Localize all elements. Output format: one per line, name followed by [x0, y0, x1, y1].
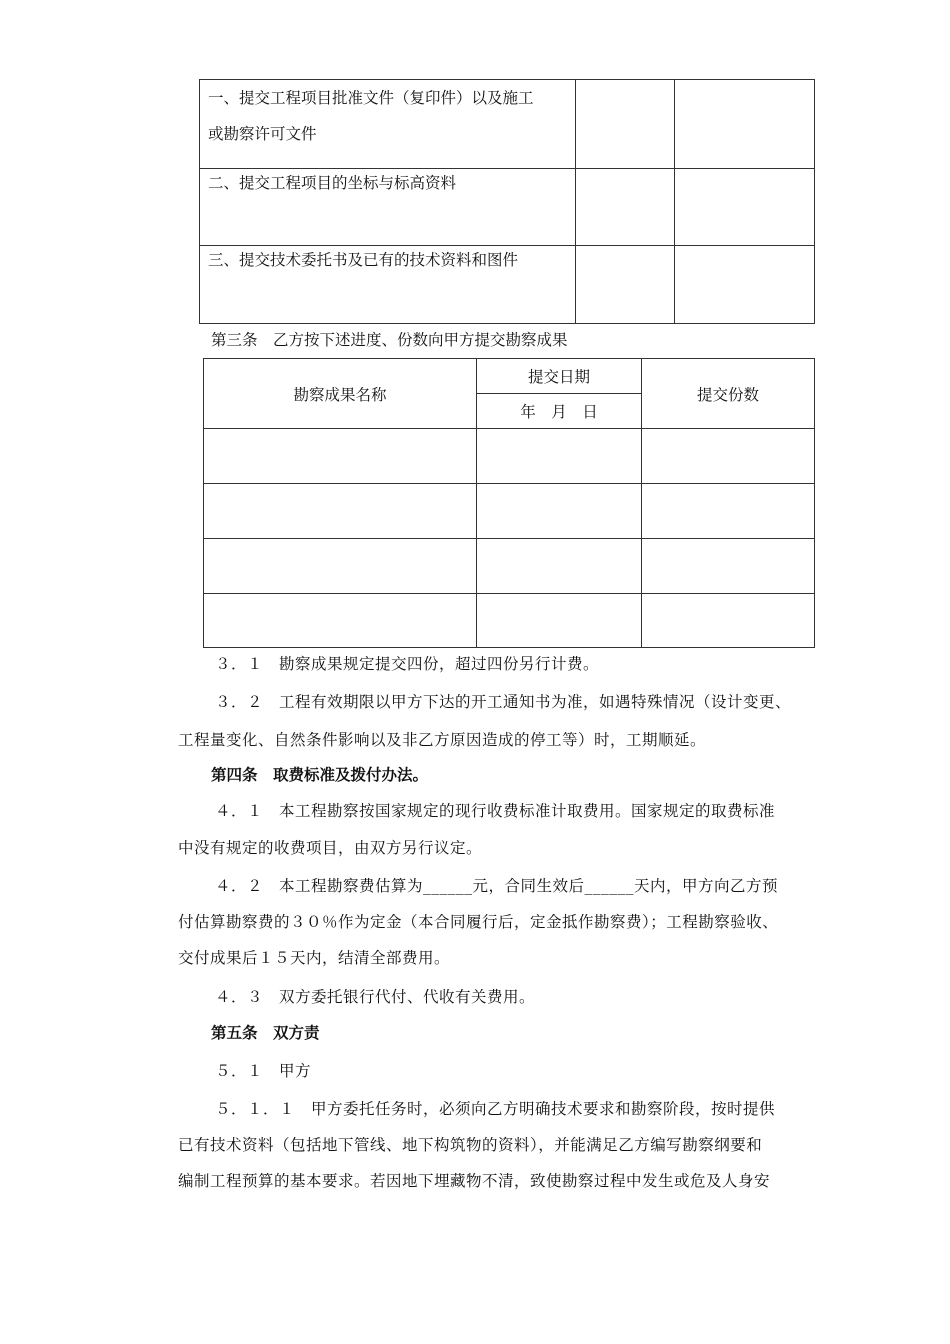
cell-text-line: 一、提交工程项目批准文件（复印件）以及施工: [208, 89, 534, 107]
col-header-date: [477, 359, 642, 394]
header-text: 年 月 日: [520, 403, 598, 421]
clause-5-1-1-line1: ５．１．１ 甲方委托任务时，必须向乙方明确技术要求和勘察阶段，按时提供: [215, 1100, 776, 1118]
clause-4-2-line1: ４．２ 本工程勘察费估算为______元，合同生效后______天内，甲方向乙方预: [215, 877, 779, 895]
header-text: 提交日期: [527, 368, 590, 386]
table-row: [200, 80, 815, 169]
clause-4-2-line2: 付估算勘察费的３０％作为定金（本合同履行后，定金抵作勘察费）；工程勘察验收、: [178, 913, 779, 931]
col-header-copies: [642, 359, 815, 429]
table-cell: [575, 246, 675, 324]
table-cell: [642, 429, 815, 484]
clause-4-2-line3: 交付成果后１５天内，结清全部费用。: [178, 949, 451, 967]
table-row: [204, 484, 815, 539]
table-cell: [642, 594, 815, 648]
table-row: [200, 246, 815, 324]
col-header-name: [204, 359, 477, 429]
table-cell: [675, 246, 815, 324]
table-cell: [204, 484, 477, 539]
table-row: [204, 539, 815, 594]
table-cell: [204, 539, 477, 594]
cell-text-line: 或勘察许可文件: [208, 125, 317, 143]
article4-heading: 第四条 取费标准及拨付办法。: [211, 765, 429, 784]
table-cell: [477, 539, 642, 594]
table-cell: [200, 80, 576, 169]
table-cell: [477, 594, 642, 648]
table-cell: [642, 539, 815, 594]
table-header-row: [204, 359, 815, 394]
table-row: [200, 169, 815, 246]
table-cell: [477, 429, 642, 484]
cell-text-line: 二、提交工程项目的坐标与标高资料: [208, 174, 457, 192]
deliverables-table: [203, 358, 815, 648]
table-cell: [477, 484, 642, 539]
table-row: [204, 429, 815, 484]
cell-text-line: 三、提交技术委托书及已有的技术资料和图件: [208, 251, 519, 269]
clause-5-1-1-line2: 已有技术资料（包括地下管线、地下构筑物的资料），并能满足乙方编写勘察纲要和: [178, 1136, 763, 1154]
submission-items-table: [199, 79, 815, 324]
article5-heading: 第五条 双方责: [211, 1023, 320, 1042]
header-text: 勘察成果名称: [293, 385, 387, 404]
clause-3-2-line2: 工程量变化、自然条件影响以及非乙方原因造成的停工等）时，工期顺延。: [178, 731, 707, 749]
table-cell: [642, 484, 815, 539]
table-cell: [200, 169, 576, 246]
table-cell: [575, 169, 675, 246]
header-text: 提交份数: [696, 385, 759, 404]
clause-5-1: ５．１ 甲方: [215, 1062, 312, 1080]
col-subheader-date: [477, 394, 642, 429]
clause-3-2-line1: ３．２ 工程有效期限以甲方下达的开工通知书为准，如遇特殊情况（设计变更、: [215, 693, 792, 711]
clause-5-1-1-line3: 编制工程预算的基本要求。若因地下埋藏物不清，致使勘察过程中发生或危及人身安: [178, 1172, 771, 1190]
clause-4-3: ４．３ 双方委托银行代付、代收有关费用。: [215, 988, 536, 1006]
table-cell: [204, 429, 477, 484]
table-cell: [675, 80, 815, 169]
table-cell: [204, 594, 477, 648]
clause-3-1: ３．１ 勘察成果规定提交四份，超过四份另行计费。: [215, 655, 600, 673]
clause-4-1-line2: 中没有规定的收费项目，由双方另行议定。: [178, 839, 483, 857]
table-row: [204, 594, 815, 648]
table-cell: [675, 169, 815, 246]
table-cell: [200, 246, 576, 324]
clause-4-1-line1: ４．１ 本工程勘察按国家规定的现行收费标准计取费用。国家规定的取费标准: [215, 802, 776, 820]
table-cell: [575, 80, 675, 169]
article3-heading: 第三条 乙方按下述进度、份数向甲方提交勘察成果: [211, 331, 568, 349]
